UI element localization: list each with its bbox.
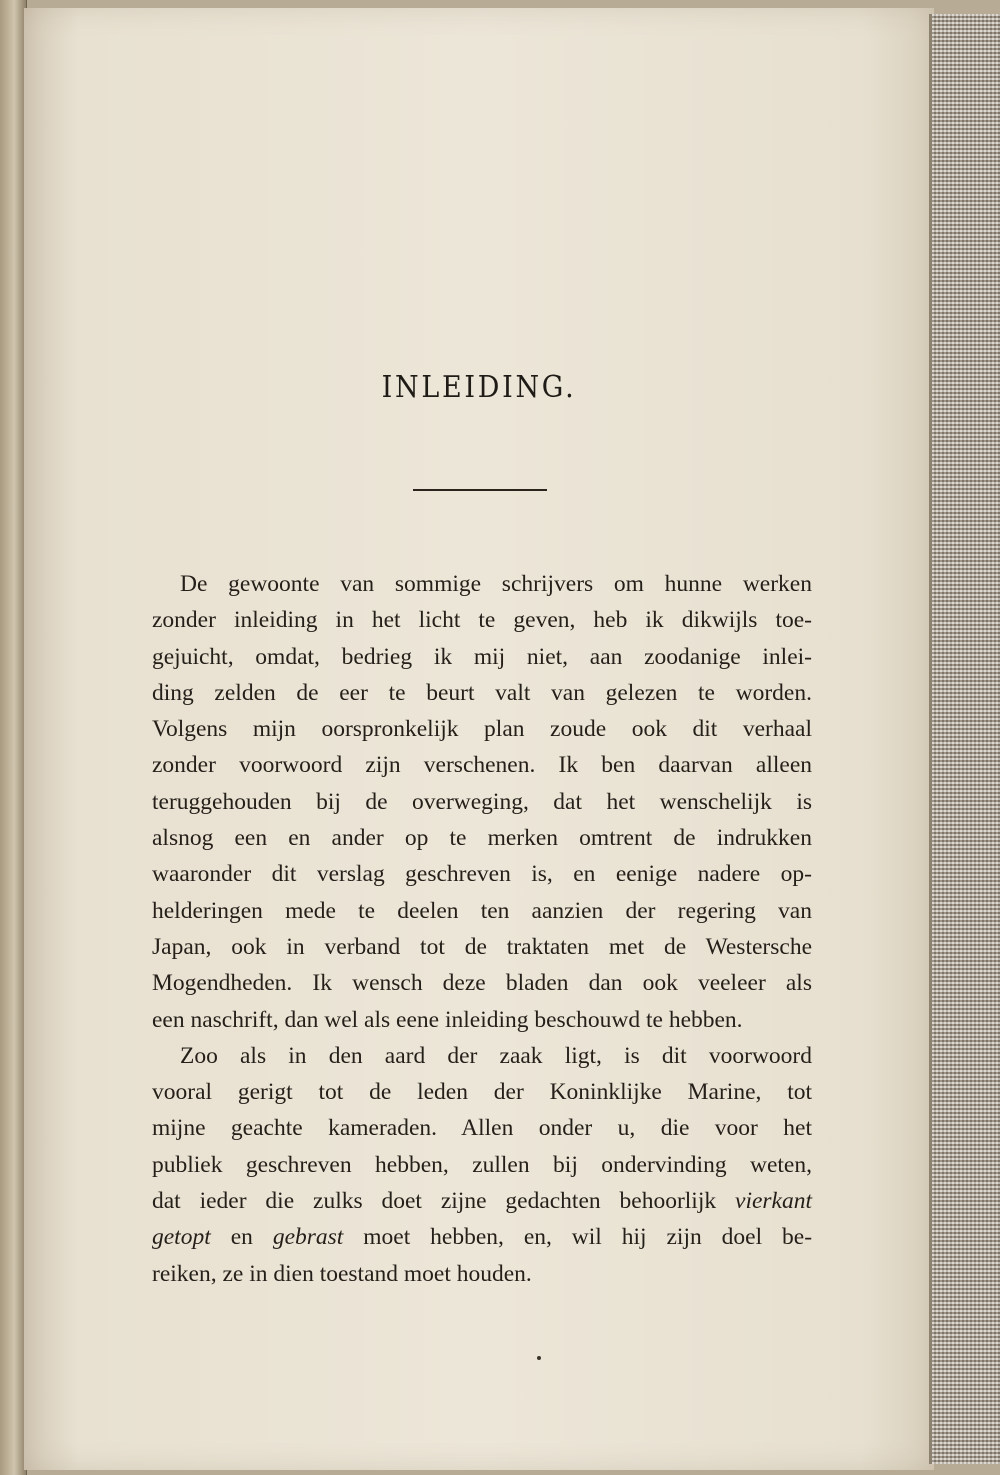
text-line: helderingen mede te deelen ten aanzien der regering van [152,897,812,924]
italic-term: vierkant [735,1188,813,1215]
text-line: Zoo als in den aard der zaak ligt, is dit voorwoord [180,1042,812,1069]
text-line: alsnog een en ander op te merken omtrent de indrukken [152,825,812,852]
text-line [152,1183,812,1219]
text-line: teruggehouden bij de overweging, dat het wenschelijk is [152,788,812,815]
introduction-text [152,566,812,1292]
title-rule [413,489,547,491]
text-line [152,1219,812,1255]
text-line: De gewoonte van sommige schrijvers om hunne werken [180,571,812,597]
signature-mark [537,1356,541,1360]
page-title: INLEIDING. [381,370,577,405]
text-line: Japan, ook in verband tot de traktaten met de Westersche [152,933,812,960]
text-line: ding zelden de eer te beurt valt van gelezen te worden. [152,679,812,706]
text-segment: dat ieder die zulks doet zijne gedachten behoorlijk [152,1188,717,1215]
text-line: mijne geachte kameraden. Allen onder u, die voor het [152,1115,812,1142]
text-line: Mogendheden. Ik wensch deze bladen dan ook veeleer als [152,970,812,997]
text-segment: moet hebben, en, wil hij zijn doel be- [363,1224,813,1251]
text-segment: en [230,1224,253,1251]
text-line: gejuicht, omdat, bedrieg ik mij niet, aan zoodanige inlei- [152,643,812,670]
text-line: vooral gerigt tot de leden der Koninklijke Marine, tot [152,1079,812,1106]
text-line: waaronder dit verslag geschreven is, en eenige nadere op- [152,861,812,888]
italic-term: gebrast [272,1224,344,1251]
text-line: Volgens mijn oorspronkelijk plan zoude ook dit verhaal [152,716,812,743]
previous-page-edge [0,0,27,1475]
text-line: zonder voorwoord zijn verschenen. Ik ben daarvan alleen [152,752,812,779]
text-line: zonder inleiding in het licht te geven, heb ik dikwijls toe- [152,607,812,634]
cloth-spine [929,14,1000,1464]
italic-term: getopt [152,1224,211,1251]
text-line: publiek geschreven hebben, zullen bij ondervinding weten, [152,1151,812,1178]
text-line: reiken, ze in dien toestand moet houden. [152,1260,532,1287]
text-line: een naschrift, dan wel als eene inleiding beschouwd te hebben. [152,1006,743,1033]
